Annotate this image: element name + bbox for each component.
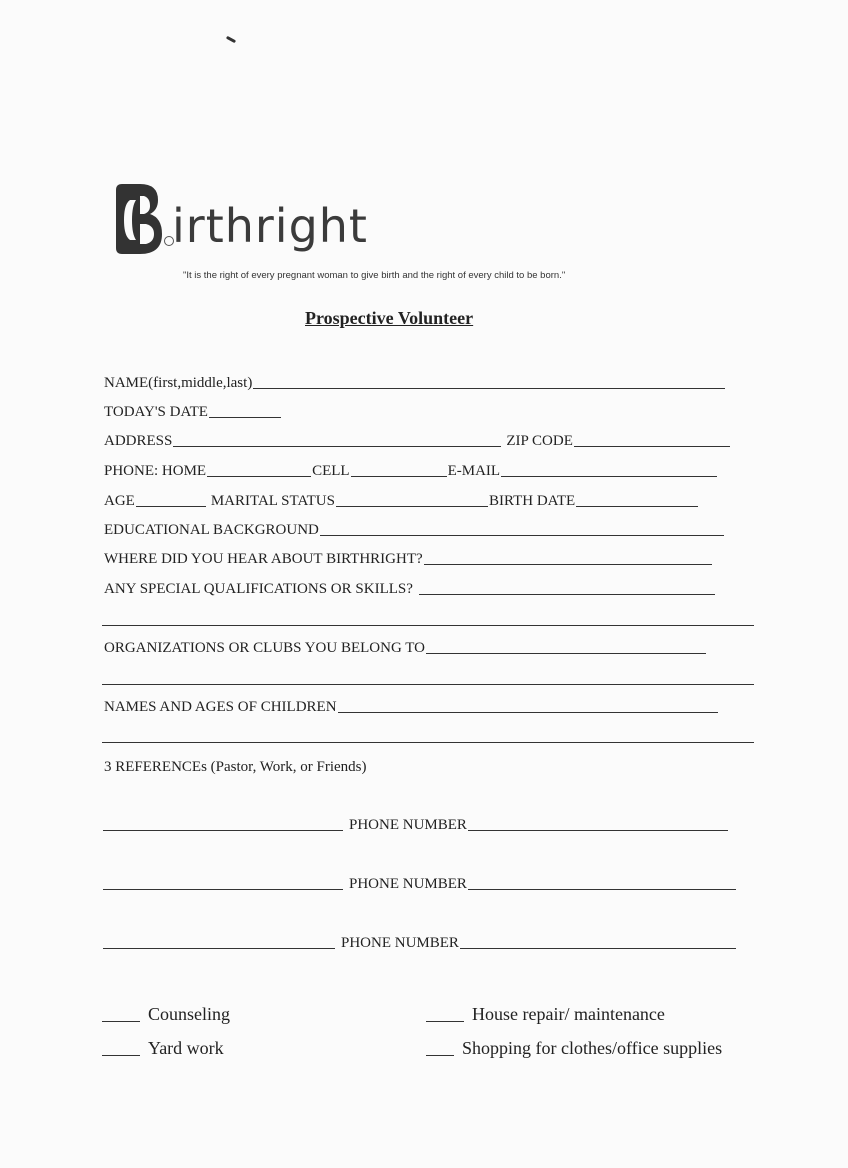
yard-work-checkbox[interactable] bbox=[102, 1041, 140, 1056]
education-label: EDUCATIONAL BACKGROUND bbox=[104, 522, 319, 538]
skills-field[interactable] bbox=[419, 580, 715, 595]
organizations-field[interactable] bbox=[426, 639, 706, 654]
children-row bbox=[104, 694, 719, 716]
name-field[interactable] bbox=[253, 374, 725, 389]
option-counseling bbox=[102, 1003, 230, 1025]
children-extra-line[interactable] bbox=[102, 742, 754, 743]
age-row bbox=[104, 488, 699, 510]
house-repair-checkbox[interactable] bbox=[426, 1007, 464, 1022]
zip-label: ZIP CODE bbox=[506, 433, 573, 449]
counseling-label: Counseling bbox=[148, 1004, 231, 1024]
name-row bbox=[104, 370, 726, 392]
hear-about-row bbox=[104, 546, 713, 568]
reference-1-phone-field[interactable] bbox=[468, 816, 728, 831]
hear-about-label: WHERE DID YOU HEAR ABOUT BIRTHRIGHT? bbox=[104, 551, 423, 567]
reference-1-row bbox=[102, 812, 729, 834]
option-shopping bbox=[426, 1037, 722, 1059]
birth-date-label: BIRTH DATE bbox=[488, 493, 576, 509]
reference-2-row bbox=[102, 871, 737, 893]
todays-date-field[interactable] bbox=[209, 403, 281, 418]
address-field[interactable] bbox=[173, 432, 501, 447]
email-label: E-MAIL bbox=[447, 463, 501, 479]
age-label: AGE bbox=[104, 493, 135, 509]
birthright-logo bbox=[110, 182, 410, 262]
counseling-checkbox[interactable] bbox=[102, 1007, 140, 1022]
reference-2-phone-label: PHONE NUMBER bbox=[349, 876, 467, 892]
reference-3-name-field[interactable] bbox=[103, 934, 335, 949]
logo-b-icon bbox=[110, 182, 166, 256]
todays-date-row bbox=[104, 399, 282, 421]
organizations-label: ORGANIZATIONS OR CLUBS YOU BELONG TO bbox=[104, 640, 425, 656]
yard-work-label: Yard work bbox=[148, 1038, 224, 1058]
children-field[interactable] bbox=[338, 698, 718, 713]
name-label: NAME(first,middle,last) bbox=[104, 375, 253, 391]
reference-3-row bbox=[102, 930, 737, 952]
references-label: 3 REFERENCEs (Pastor, Work, or Friends) bbox=[104, 759, 367, 775]
skills-row bbox=[104, 576, 716, 598]
option-house-repair bbox=[426, 1003, 665, 1025]
form-title: Prospective Volunteer bbox=[305, 308, 474, 328]
birth-date-field[interactable] bbox=[576, 492, 698, 507]
education-field[interactable] bbox=[320, 521, 724, 536]
address-row bbox=[104, 428, 731, 450]
house-repair-label: House repair/ maintenance bbox=[472, 1004, 665, 1024]
address-label: ADDRESS bbox=[104, 433, 173, 449]
zip-field[interactable] bbox=[574, 432, 730, 447]
stray-mark bbox=[226, 36, 236, 43]
cell-field[interactable] bbox=[351, 462, 447, 477]
references-row bbox=[104, 754, 367, 776]
reference-1-phone-label: PHONE NUMBER bbox=[349, 817, 467, 833]
organizations-row bbox=[104, 635, 707, 657]
shopping-label: Shopping for clothes/office supplies bbox=[462, 1038, 723, 1058]
reference-1-name-field[interactable] bbox=[103, 816, 343, 831]
education-row bbox=[104, 517, 725, 539]
children-label: NAMES AND AGES OF CHILDREN bbox=[104, 699, 337, 715]
marital-status-label: MARITAL STATUS bbox=[210, 493, 335, 509]
skills-label: ANY SPECIAL QUALIFICATIONS OR SKILLS? bbox=[104, 581, 413, 597]
age-field[interactable] bbox=[136, 492, 206, 507]
email-field[interactable] bbox=[501, 462, 717, 477]
cell-label: CELL bbox=[312, 463, 350, 479]
reference-2-name-field[interactable] bbox=[103, 875, 343, 890]
hear-about-field[interactable] bbox=[424, 550, 712, 565]
phone-row bbox=[104, 458, 718, 480]
shopping-checkbox[interactable] bbox=[426, 1041, 454, 1056]
logo-wordmark: irthright bbox=[172, 199, 368, 253]
organizations-extra-line[interactable] bbox=[102, 684, 754, 685]
tagline: "It is the right of every pregnant woman to give birth and the right of every child to be born." bbox=[183, 270, 566, 281]
option-yard-work bbox=[102, 1037, 224, 1059]
reference-2-phone-field[interactable] bbox=[468, 875, 736, 890]
phone-home-field[interactable] bbox=[207, 462, 311, 477]
todays-date-label: TODAY'S DATE bbox=[104, 404, 208, 420]
marital-status-field[interactable] bbox=[336, 492, 488, 507]
reference-3-phone-field[interactable] bbox=[460, 934, 736, 949]
phone-home-label: PHONE: HOME bbox=[104, 463, 207, 479]
reference-3-phone-label: PHONE NUMBER bbox=[341, 935, 459, 951]
skills-extra-line[interactable] bbox=[102, 625, 754, 626]
